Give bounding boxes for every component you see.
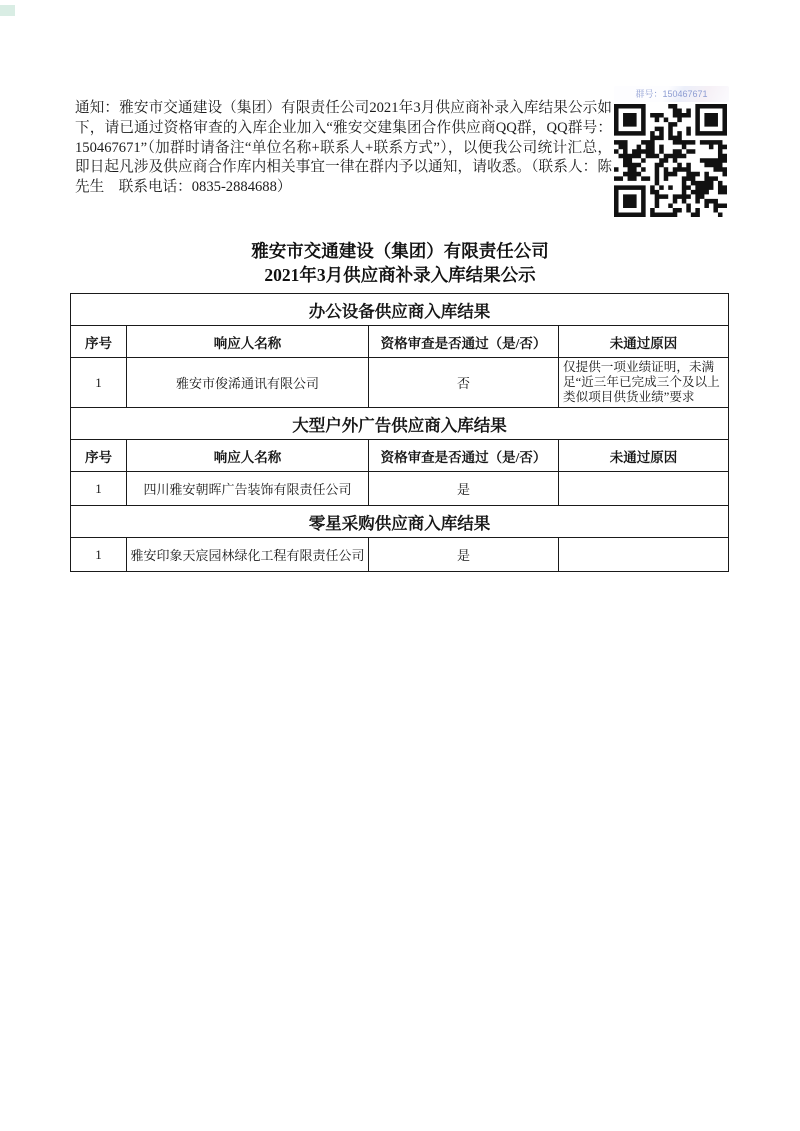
column-header: 资格审查是否通过（是/否） bbox=[369, 326, 559, 358]
section-title: 大型户外广告供应商入库结果 bbox=[71, 408, 729, 440]
fail-reason: 仅提供一项业绩证明，未满足“近三年已完成三个及以上类似项目供货业绩”要求 bbox=[559, 358, 729, 408]
column-header: 未通过原因 bbox=[559, 326, 729, 358]
section-title: 办公设备供应商入库结果 bbox=[71, 294, 729, 326]
column-header-row bbox=[71, 326, 729, 358]
row-number: 1 bbox=[71, 358, 127, 408]
column-header: 未通过原因 bbox=[559, 440, 729, 472]
qualification-result: 是 bbox=[369, 472, 559, 506]
fail-reason bbox=[559, 472, 729, 506]
respondent-name: 雅安市俊浠通讯有限公司 bbox=[127, 358, 369, 408]
respondent-name: 雅安印象天宸园林绿化工程有限责任公司 bbox=[127, 538, 369, 572]
title-line-2: 2021年3月供应商补录入库结果公示 bbox=[264, 264, 536, 285]
table-row bbox=[71, 358, 729, 408]
row-number: 1 bbox=[71, 472, 127, 506]
column-header: 序号 bbox=[71, 326, 127, 358]
qualification-result: 否 bbox=[369, 358, 559, 408]
table-row bbox=[71, 472, 729, 506]
qq-group-qr-code-icon bbox=[614, 104, 727, 217]
column-header-row bbox=[71, 440, 729, 472]
respondent-name: 四川雅安朝晖广告装饰有限责任公司 bbox=[127, 472, 369, 506]
qualification-result: 是 bbox=[369, 538, 559, 572]
column-header: 资格审查是否通过（是/否） bbox=[369, 440, 559, 472]
section-title-row bbox=[71, 408, 729, 440]
column-header: 序号 bbox=[71, 440, 127, 472]
notice-paragraph: 通知：雅安市交通建设（集团）有限责任公司2021年3月供应商补录入库结果公示如下，请已通过资格审查的入库企业加入“雅安交建集团合作供应商QQ群，QQ群号：150467671”（加群时请备注“单位名称+联系人+联系方式”），以便我公司统计汇总，即日起凡涉及供应商合作库内相关事宜一律在群内予以通知，请收悉。（联系人：陈先生 联系电话：0835-2884688） bbox=[75, 100, 612, 196]
row-number: 1 bbox=[71, 538, 127, 572]
supplier-results-table bbox=[70, 293, 729, 572]
title-line-1: 雅安市交通建设（集团）有限责任公司 bbox=[251, 241, 549, 261]
section-title: 零星采购供应商入库结果 bbox=[71, 506, 729, 538]
qq-group-number-label: 群号：150467671 bbox=[614, 86, 729, 102]
section-title-row bbox=[71, 294, 729, 326]
document-title bbox=[0, 240, 800, 287]
column-header: 响应人名称 bbox=[127, 326, 369, 358]
qq-group-qr-block bbox=[614, 86, 729, 217]
column-header: 响应人名称 bbox=[127, 440, 369, 472]
scan-artifact bbox=[0, 5, 15, 16]
table-row bbox=[71, 538, 729, 572]
section-title-row bbox=[71, 506, 729, 538]
fail-reason bbox=[559, 538, 729, 572]
